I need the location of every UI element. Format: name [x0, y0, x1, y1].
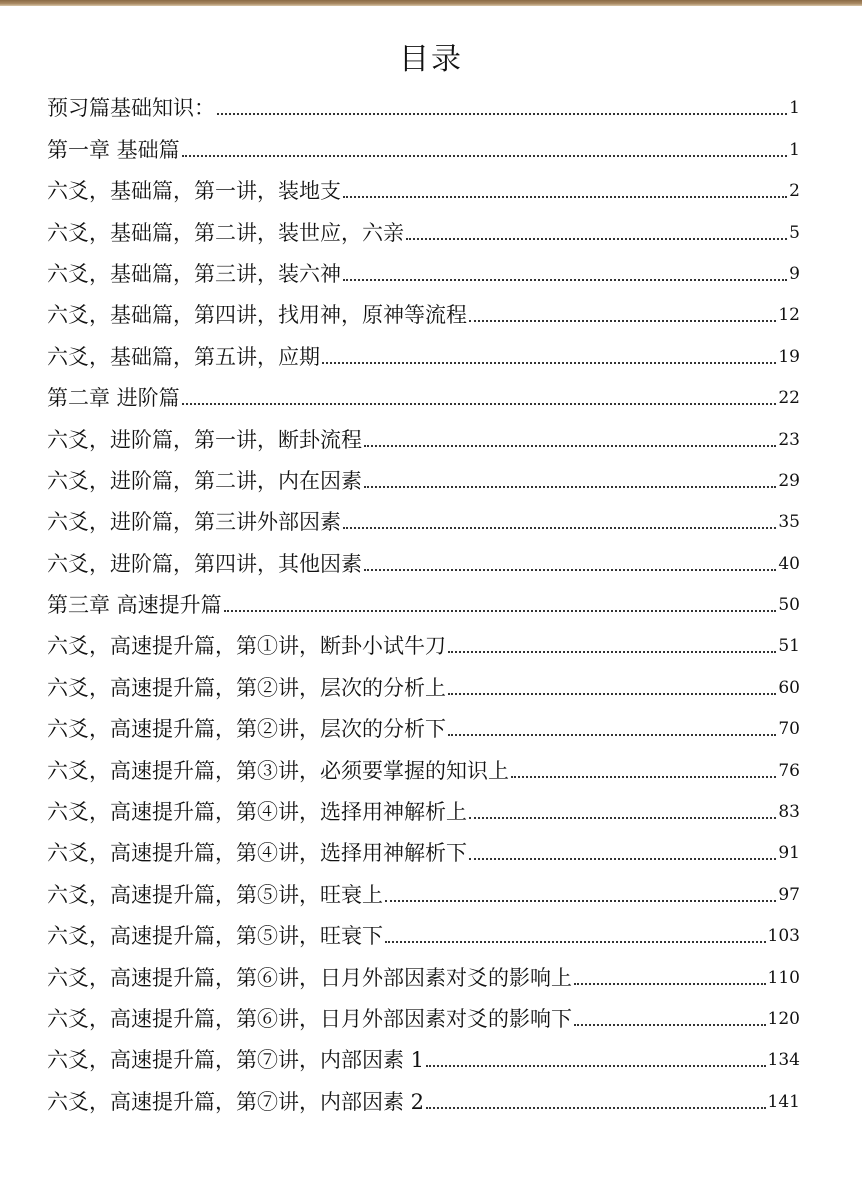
toc-entry-label: 六爻，进阶篇，第二讲，内在因素 [47, 468, 362, 493]
toc-entry[interactable] [47, 413, 800, 454]
toc-entry-label: 六爻，高速提升篇，第③讲，必须要掌握的知识上 [47, 758, 509, 783]
toc-entry[interactable] [47, 786, 800, 827]
toc-entry[interactable] [47, 289, 800, 330]
toc-entry-label: 六爻，高速提升篇，第①讲，断卦小试牛刀 [47, 634, 446, 659]
toc-entry[interactable] [47, 123, 800, 164]
toc-dot-leader [574, 1024, 766, 1026]
toc-entry-label: 第三章 高速提升篇 [47, 593, 222, 618]
toc-entry-label: 六爻，高速提升篇，第②讲，层次的分析下 [47, 717, 446, 742]
toc-entry-page-number: 60 [778, 677, 800, 698]
toc-entry-label: 预习篇基础知识： [47, 96, 215, 121]
toc-entry-page-number: 50 [778, 595, 800, 616]
toc-entry[interactable] [47, 1034, 800, 1075]
toc-entry[interactable] [47, 496, 800, 537]
toc-entry-label: 六爻，基础篇，第五讲，应期 [47, 344, 320, 369]
toc-dot-leader [469, 320, 776, 322]
toc-dot-leader [511, 776, 776, 778]
toc-entry-page-number: 12 [778, 305, 800, 326]
toc-entry[interactable] [47, 206, 800, 247]
toc-entry-page-number: 29 [778, 470, 800, 491]
toc-entry-page-number: 97 [778, 884, 800, 905]
toc-entry-page-number: 70 [778, 719, 800, 740]
toc-dot-leader [448, 651, 776, 653]
toc-entry-label: 六爻，高速提升篇，第②讲，层次的分析上 [47, 675, 446, 700]
toc-entry[interactable] [47, 868, 800, 909]
toc-dot-leader [448, 734, 776, 736]
toc-entry[interactable] [47, 82, 800, 123]
toc-dot-leader [448, 693, 776, 695]
toc-entry-page-number: 141 [767, 1091, 800, 1112]
toc-dot-leader [426, 1107, 766, 1109]
toc-entry-page-number: 76 [778, 760, 800, 781]
toc-entry[interactable] [47, 165, 800, 206]
toc-entry-label: 第一章 基础篇 [47, 137, 180, 162]
toc-entry-label: 六爻，高速提升篇，第⑥讲，日月外部因素对爻的影响上 [47, 965, 572, 990]
toc-entry-page-number: 103 [767, 926, 800, 947]
toc-entry-label: 六爻，高速提升篇，第④讲，选择用神解析上 [47, 800, 467, 825]
toc-entry-label: 六爻，基础篇，第一讲，装地支 [47, 179, 341, 204]
page-top-border [0, 0, 862, 6]
toc-entry[interactable] [47, 248, 800, 289]
toc-dot-leader [182, 155, 787, 157]
toc-entry[interactable] [47, 455, 800, 496]
toc-entry-label: 六爻，高速提升篇，第⑤讲，旺衰下 [47, 924, 383, 949]
toc-entry-label: 六爻，基础篇，第四讲，找用神，原神等流程 [47, 303, 467, 328]
toc-entry[interactable] [47, 372, 800, 413]
toc-entry[interactable] [47, 993, 800, 1034]
toc-entry-page-number: 1 [789, 98, 800, 119]
toc-entry-label: 六爻，进阶篇，第三讲外部因素 [47, 510, 341, 535]
toc-entry-label: 六爻，高速提升篇，第⑤讲，旺衰上 [47, 882, 383, 907]
toc-entry-page-number: 2 [789, 181, 800, 202]
toc-entry-page-number: 83 [778, 802, 800, 823]
toc-entry-label: 六爻，基础篇，第二讲，装世应，六亲 [47, 220, 404, 245]
toc-entry[interactable] [47, 537, 800, 578]
toc-entry[interactable] [47, 579, 800, 620]
toc-entry-page-number: 91 [778, 843, 800, 864]
toc-entry-page-number: 1 [789, 139, 800, 160]
toc-dot-leader [364, 445, 776, 447]
toc-entry-page-number: 134 [767, 1050, 800, 1071]
toc-dot-leader [364, 486, 776, 488]
toc-entry-label: 六爻，高速提升篇，第④讲，选择用神解析下 [47, 841, 467, 866]
toc-dot-leader [574, 983, 766, 985]
toc-entry[interactable] [47, 703, 800, 744]
toc-entry[interactable] [47, 661, 800, 702]
toc-entry[interactable] [47, 744, 800, 785]
toc-entry[interactable] [47, 1075, 800, 1116]
toc-dot-leader [343, 527, 776, 529]
toc-entry[interactable] [47, 910, 800, 951]
toc-entry-page-number: 40 [778, 553, 800, 574]
toc-entry-page-number: 5 [789, 222, 800, 243]
toc-entry-page-number: 19 [778, 346, 800, 367]
toc-entry[interactable] [47, 330, 800, 371]
table-of-contents [47, 82, 800, 1117]
toc-entry-label: 第二章 进阶篇 [47, 386, 180, 411]
toc-entry-page-number: 51 [778, 636, 800, 657]
toc-dot-leader [322, 362, 776, 364]
toc-dot-leader [224, 610, 777, 612]
toc-entry-page-number: 9 [789, 263, 800, 284]
toc-dot-leader [343, 196, 787, 198]
toc-dot-leader [426, 1065, 766, 1067]
toc-dot-leader [469, 858, 776, 860]
toc-dot-leader [182, 403, 777, 405]
toc-entry-label: 六爻，进阶篇，第一讲，断卦流程 [47, 427, 362, 452]
toc-dot-leader [385, 900, 776, 902]
toc-entry-label: 六爻，高速提升篇，第⑥讲，日月外部因素对爻的影响下 [47, 1006, 572, 1031]
page-title: 目录 [399, 42, 463, 77]
toc-entry-page-number: 23 [778, 429, 800, 450]
toc-entry[interactable] [47, 620, 800, 661]
toc-entry-label: 六爻，高速提升篇，第⑦讲，内部因素 1 [47, 1048, 425, 1073]
toc-entry[interactable] [47, 827, 800, 868]
toc-dot-leader [343, 279, 787, 281]
toc-dot-leader [217, 113, 787, 115]
toc-entry-label: 六爻，基础篇，第三讲，装六神 [47, 261, 341, 286]
toc-entry-label: 六爻，高速提升篇，第⑦讲，内部因素 2 [47, 1089, 425, 1114]
toc-entry-page-number: 120 [767, 1008, 800, 1029]
toc-entry[interactable] [47, 951, 800, 992]
toc-entry-label: 六爻，进阶篇，第四讲，其他因素 [47, 551, 362, 576]
toc-entry-page-number: 35 [778, 512, 800, 533]
toc-entry-page-number: 22 [778, 388, 800, 409]
toc-dot-leader [385, 941, 766, 943]
toc-dot-leader [406, 238, 787, 240]
toc-dot-leader [469, 817, 776, 819]
toc-entry-page-number: 110 [767, 967, 800, 988]
toc-dot-leader [364, 569, 776, 571]
